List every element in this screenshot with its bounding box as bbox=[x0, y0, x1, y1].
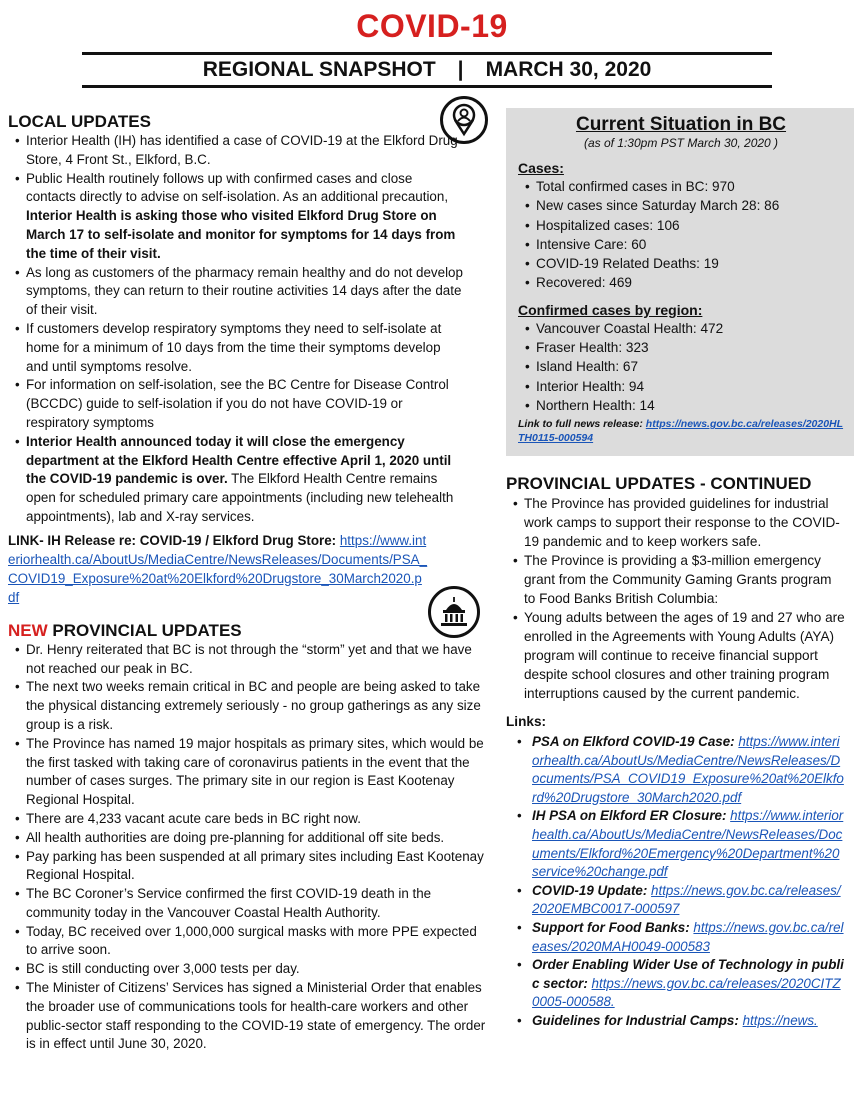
list-item: • Hospitalized cases: 106 bbox=[518, 216, 844, 235]
list-item: • New cases since Saturday March 28: 86 bbox=[518, 196, 844, 215]
provincial-continued-heading: PROVINCIAL UPDATES - CONTINUED bbox=[506, 474, 812, 493]
list-item: • The Province has named 19 major hospitals as primary sites, which would be the first tasked with taking care of coronavirus patients in the event that the number of cases surges. The primary site in our region is East Kootenay Regional Hospital. bbox=[8, 735, 486, 810]
snapshot-date: MARCH 30, 2020 bbox=[485, 58, 652, 81]
region-list bbox=[518, 319, 844, 415]
as-of-timestamp: (as of 1:30pm PST March 30, 2020 ) bbox=[583, 136, 779, 150]
list-item: • COVID-19 Update: https://news.gov.bc.ca/releases/2020EMBC0017-000597 bbox=[506, 882, 846, 919]
list-item: • Today, BC received over 1,000,000 surgical masks with more PPE expected to arrive soon. bbox=[8, 923, 486, 961]
snapshot-separator: | bbox=[457, 58, 464, 81]
ih-release-link[interactable]: https://www.interiorhealth.ca/AboutUs/MediaCentre/NewsReleases/Documents/PSA_COVID19_Exposure%20at%20Elkford%20Drugstore_30March2020.pdf bbox=[8, 532, 428, 605]
local-updates-list bbox=[8, 132, 463, 527]
list-item: • Island Health: 67 bbox=[518, 357, 844, 376]
list-item: • Vancouver Coastal Health: 472 bbox=[518, 319, 844, 338]
list-item: • Interior Health announced today it will close the emergency department at the Elkford Health Centre effective April 1, 2020 until the COVID-19 pandemic is over. The Elkford Health Centre remains open for scheduled primary care appointments (including new telehealth appointments), lab and X-ray services. bbox=[8, 433, 463, 527]
cases-list bbox=[518, 177, 844, 293]
current-situation-title: Current Situation in BC bbox=[575, 114, 787, 135]
list-item: • Public Health routinely follows up with confirmed cases and close contacts directly to advise on self-isolation. As an additional precaution, Interior Health is asking those who visited Elkford Drug Store on March 17 to self-isolate and monitor for symptoms for 14 days from the time of their visit. bbox=[8, 170, 463, 264]
list-item: • The Minister of Citizens’ Services has signed a Ministerial Order that enables the broader use of communications tools for health-care workers and other public-sector staff responding to the COVID-19 state of emergency. The order is in effect until June 30, 2020. bbox=[8, 979, 486, 1054]
list-item: • PSA on Elkford COVID-19 Case: https://www.interiorhealth.ca/AboutUs/MediaCentre/NewsReleases/Documents/PSA_COVID19_Exposure%20at%20Elkford%20Drugstore_30March2020.pdf bbox=[506, 733, 846, 807]
list-item: • Order Enabling Wider Use of Technology in public sector: https://news.gov.bc.ca/releases/2020CITZ0005-000588. bbox=[506, 956, 846, 1012]
list-item: • Young adults between the ages of 19 and 27 who are enrolled in the Agreements with Young Adults (AYA) program will continue to receive financial support despite school closures and other training program interruptions caused by the current pandemic. bbox=[506, 608, 846, 703]
list-item: • Recovered: 469 bbox=[518, 273, 844, 292]
left-column bbox=[8, 112, 486, 1054]
link-order-technology[interactable]: https://news.gov.bc.ca/releases/2020CITZ0005-000588. bbox=[532, 975, 841, 1010]
region-heading: Confirmed cases by region: bbox=[518, 301, 703, 318]
list-item: • COVID-19 Related Deaths: 19 bbox=[518, 254, 844, 273]
list-item: • Intensive Care: 60 bbox=[518, 235, 844, 254]
news-release-link[interactable]: https://news.gov.bc.ca/releases/2020HLTH0115-000594 bbox=[518, 418, 844, 445]
news-release-link-line: Link to full news release: https://news.gov.bc.ca/releases/2020HLTH0115-000594 bbox=[518, 418, 844, 445]
provincial-updates-list bbox=[8, 641, 486, 1055]
list-item: • The next two weeks remain critical in BC and people are being asked to take the physical distancing extremely seriously - no group gatherings as any size group is a risk. bbox=[8, 678, 486, 734]
provincial-continued-list bbox=[506, 494, 846, 703]
links-heading: Links: bbox=[506, 714, 547, 729]
list-item: • Interior Health: 94 bbox=[518, 377, 844, 396]
list-item: • All health authorities are doing pre-planning for additional off site beds. bbox=[8, 829, 486, 848]
list-item: • The Province is providing a $3-million emergency grant from the Community Gaming Grants program to Food Banks British Columbia: bbox=[506, 551, 846, 608]
links-list bbox=[506, 733, 846, 1031]
link-food-banks[interactable]: https://news.gov.bc.ca/releases/2020MAH0049-000583 bbox=[532, 919, 844, 954]
link-covid-update[interactable]: https://news.gov.bc.ca/releases/2020EMBC0017-000597 bbox=[532, 882, 841, 917]
list-item: • Fraser Health: 323 bbox=[518, 338, 844, 357]
list-item: • As long as customers of the pharmacy remain healthy and do not develop symptoms, they can return to their routine activities 14 days after the date of their visit. bbox=[8, 264, 463, 320]
list-item: • If customers develop respiratory symptoms they need to self-isolate at home for a minimum of 10 days from the time their symptoms develop and until symptoms resolve. bbox=[8, 320, 463, 376]
list-item: • Pay parking has been suspended at all primary sites including East Kootenay Regional Hospital. bbox=[8, 848, 486, 886]
ih-release-link-line bbox=[8, 531, 428, 607]
right-column bbox=[506, 108, 854, 1031]
link-psa-elkford-case[interactable]: https://www.interiorhealth.ca/AboutUs/MediaCentre/NewsReleases/Documents/PSA_COVID19_Exposure%20at%20Elkford%20Drugstore_30March2020.pdf bbox=[532, 734, 844, 805]
provincial-updates-heading: NEW PROVINCIAL UPDATES bbox=[8, 620, 242, 640]
snapshot-label: REGIONAL SNAPSHOT bbox=[202, 58, 436, 81]
list-item: • Dr. Henry reiterated that BC is not through the “storm” yet and that we have not reached our peak in BC. bbox=[8, 641, 486, 679]
link-industrial-camps[interactable]: https://news. bbox=[742, 1012, 818, 1028]
current-situation-box bbox=[506, 108, 854, 456]
snapshot-bar bbox=[82, 52, 772, 88]
list-item: • Interior Health (IH) has identified a case of COVID-19 at the Elkford Drug Store, 4 Front St., Elkford, B.C. bbox=[8, 132, 463, 170]
list-item: • Northern Health: 14 bbox=[518, 396, 844, 415]
list-item: • BC is still conducting over 3,000 tests per day. bbox=[8, 960, 486, 979]
link-ih-er-closure[interactable]: https://www.interiorhealth.ca/AboutUs/MediaCentre/NewsReleases/Documents/Elkford%20Emergency%20Department%20service%20change.pdf bbox=[532, 808, 844, 880]
ih-release-link-label: LINK- IH Release re: COVID-19 / Elkford Drug Store: bbox=[8, 532, 340, 548]
list-item: • There are 4,233 vacant acute care beds in BC right now. bbox=[8, 810, 486, 829]
list-item: • The Province has provided guidelines for industrial work camps to support their response to the COVID-19 pandemic and to keep workers safe. bbox=[506, 494, 846, 551]
list-item: • Guidelines for Industrial Camps: https://news. bbox=[506, 1012, 846, 1031]
list-item: • Total confirmed cases in BC: 970 bbox=[518, 177, 844, 196]
list-item: • For information on self-isolation, see the BC Centre for Disease Control (BCCDC) guide to self-isolation if you do not have COVID-19 or respiratory symptoms bbox=[8, 376, 463, 432]
list-item: • The BC Coroner’s Service confirmed the first COVID-19 death in the community today in the Vancouver Coastal Health Authority. bbox=[8, 885, 486, 923]
list-item: • IH PSA on Elkford ER Closure: https://www.interiorhealth.ca/AboutUs/MediaCentre/NewsReleases/Documents/Elkford%20Emergency%20Department%20service%20change.pdf bbox=[506, 807, 846, 881]
cases-heading: Cases: bbox=[518, 160, 564, 176]
list-item: • Support for Food Banks: https://news.gov.bc.ca/releases/2020MAH0049-000583 bbox=[506, 919, 846, 956]
local-updates-heading: LOCAL UPDATES bbox=[8, 112, 151, 131]
page-title: COVID-19 bbox=[356, 8, 508, 44]
